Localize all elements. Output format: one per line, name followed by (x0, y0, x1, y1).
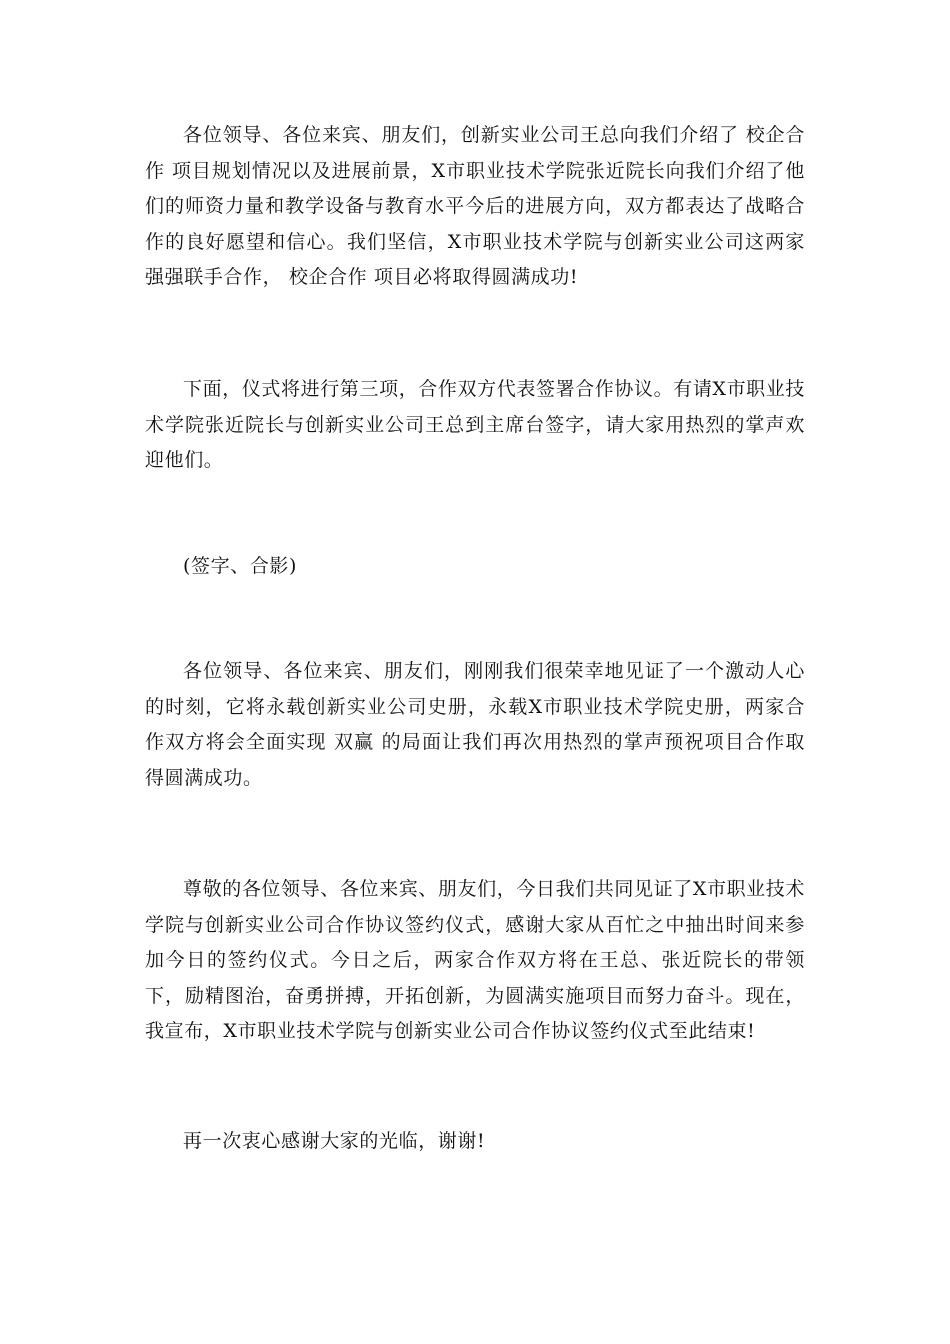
paragraph-celebration: 各位领导、各位来宾、朋友们，刚刚我们很荣幸地见证了一个激动人心的时刻，它将永载创新实业公司史册，永载X市职业技术学院史册，两家合作双方将会全面实现 双赢 的局面让我们再次用热烈的掌声预祝项目合作取得圆满成功。 (145, 660, 805, 789)
paragraph-thanks: 再一次衷心感谢大家的光临，谢谢! (183, 1130, 486, 1152)
paragraph-stage-direction: (签字、合影) (183, 555, 298, 577)
paragraph-closing-remarks: 尊敬的各位领导、各位来宾、朋友们，今日我们共同见证了X市职业技术学院与创新实业公司合作协议签约仪式，感谢大家从百忙之中抽出时间来参加今日的签约仪式。今日之后，两家合作双方将在王总、张近院长的带领下，励精图治，奋勇拼搏，开拓创新，为圆满实施项目而努力奋斗。现在， 我宣布，X市职业技术学院与创新实业公司合作协议签约仪式至此结束! (145, 878, 805, 1042)
paragraph-signing-announcement: 下面，仪式将进行第三项，合作双方代表签署合作协议。有请X市职业技术学院张近院长与创新实业公司王总到主席台签字，请大家用热烈的掌声欢迎他们。 (145, 378, 805, 471)
paragraph-introduction-summary: 各位领导、各位来宾、朋友们，创新实业公司王总向我们介绍了 校企合作 项目规划情况以及进展前景，X市职业技术学院张近院长向我们介绍了他们的师资力量和教学设备与教育水平今后的进展方向，双方都表达了战略合作的良好愿望和信心。我们坚信，X市职业技术学院与创新实业公司这两家强强联手合作， 校企合作 项目必将取得圆满成功! (145, 124, 805, 288)
